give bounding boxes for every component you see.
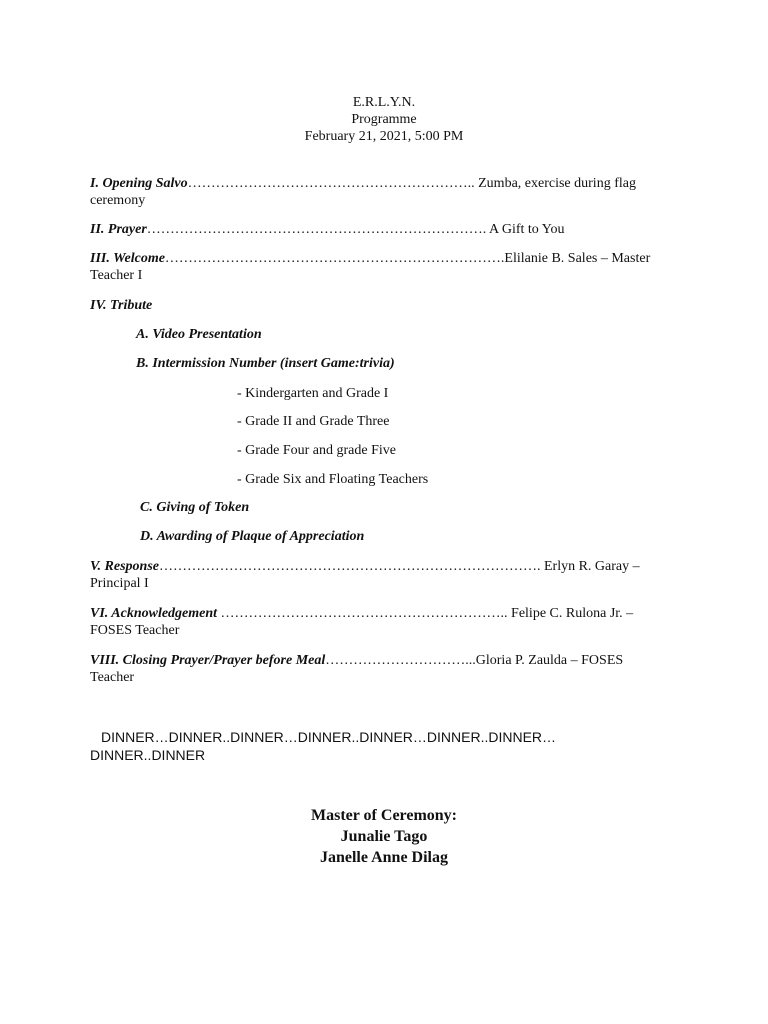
master-of-ceremony-heading: Master of Ceremony: xyxy=(310,807,458,824)
item-closing-prayer xyxy=(90,652,670,670)
leader-dots: ………………………………………………………………. xyxy=(164,251,505,266)
item-label: V. Response xyxy=(90,559,159,574)
leader-dots: ………………………………………………………………. xyxy=(146,222,487,237)
programme-subtitle: Programme xyxy=(351,112,417,127)
subitem-awarding-of-plaque: D. Awarding of Plaque of Appreciation xyxy=(140,529,365,544)
item-acknowledgement xyxy=(90,605,670,623)
leader-dots: …………………………………………………….. xyxy=(187,176,475,191)
list-item: - Grade II and Grade Three xyxy=(237,414,390,429)
item-value: A Gift to You xyxy=(489,222,565,237)
item-continuation: FOSES Teacher xyxy=(90,623,180,638)
item-value: Gloria P. Zaulda – FOSES xyxy=(475,653,624,668)
master-of-ceremony-name-1: Junalie Tago xyxy=(340,828,428,845)
programme-title: E.R.L.Y.N. xyxy=(352,95,416,110)
item-opening-salvo xyxy=(90,175,670,193)
item-tribute: IV. Tribute xyxy=(90,298,153,313)
item-label: III. Welcome xyxy=(90,251,165,266)
subitem-intermission-number: B. Intermission Number (insert Game:trivia) xyxy=(136,356,395,371)
item-value: Felipe C. Rulona Jr. – xyxy=(511,606,634,621)
leader-dots: ………………………………………………………………………. xyxy=(158,559,541,574)
item-continuation: Principal I xyxy=(90,576,149,591)
item-continuation: ceremony xyxy=(90,193,146,208)
item-label: VI. Acknowledgement xyxy=(90,606,218,621)
list-item: - Grade Six and Floating Teachers xyxy=(237,472,429,487)
item-label: VIII. Closing Prayer/Prayer before Meal xyxy=(90,653,326,668)
subitem-video-presentation: A. Video Presentation xyxy=(136,327,262,342)
item-continuation: Teacher xyxy=(90,670,135,685)
item-value: Elilanie B. Sales – Master xyxy=(504,251,651,266)
dinner-line-1: DINNER…DINNER..DINNER…DINNER..DINNER…DINNER..DINNER… xyxy=(101,729,557,745)
item-response xyxy=(90,558,670,576)
item-welcome xyxy=(90,250,670,268)
item-continuation: Teacher I xyxy=(90,268,143,283)
leader-dots: …………………………………………………….. xyxy=(217,606,508,621)
item-label: II. Prayer xyxy=(90,222,147,237)
item-value: Zumba, exercise during flag xyxy=(478,176,636,191)
item-label: I. Opening Salvo xyxy=(90,176,188,191)
item-value: Erlyn R. Garay – xyxy=(543,559,640,574)
dinner-line-2: DINNER..DINNER xyxy=(90,747,206,763)
list-item: - Kindergarten and Grade I xyxy=(237,386,389,401)
leader-dots: …………………………... xyxy=(325,653,476,668)
subitem-giving-of-token: C. Giving of Token xyxy=(140,500,250,515)
item-prayer xyxy=(90,221,670,239)
programme-date: February 21, 2021, 5:00 PM xyxy=(304,129,464,144)
list-item: - Grade Four and grade Five xyxy=(237,443,397,458)
master-of-ceremony-name-2: Janelle Anne Dilag xyxy=(319,849,448,866)
